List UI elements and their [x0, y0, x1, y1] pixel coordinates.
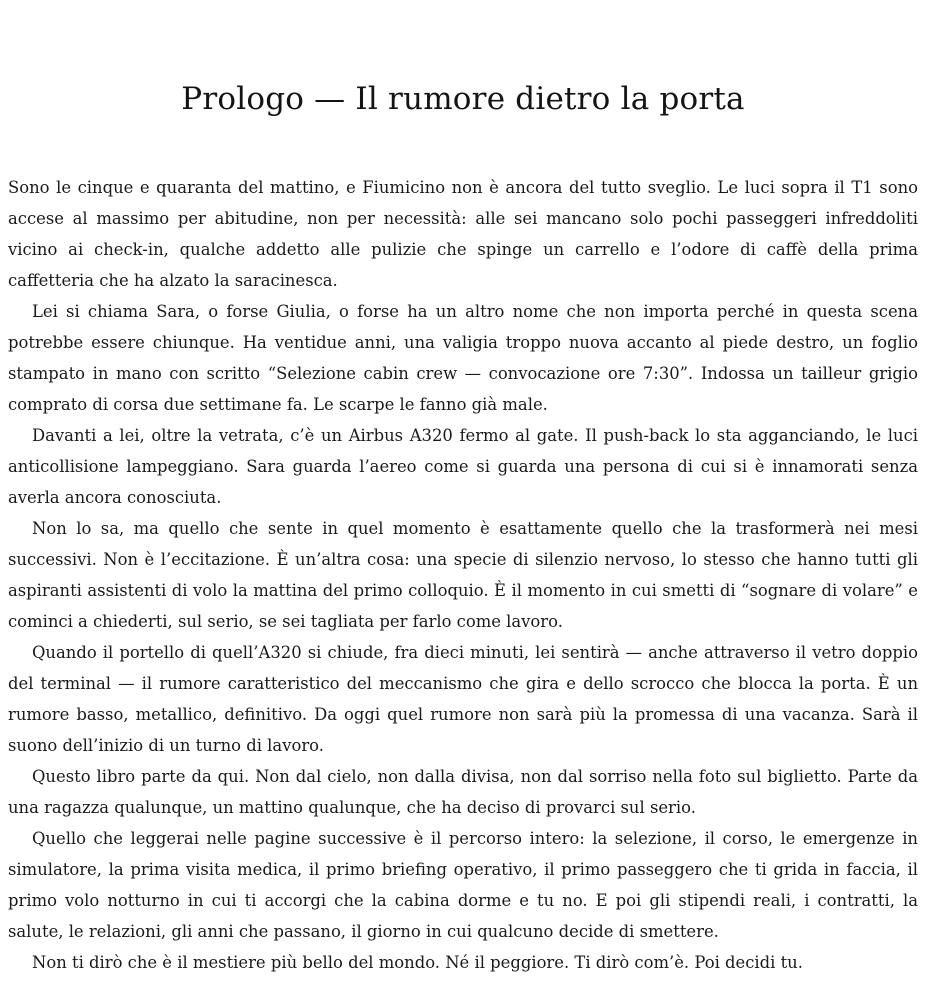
- paragraph: Sono le cinque e quaranta del mattino, e Fiumicino non è ancora del tutto sveglio. Le luci sopra il T1 sono accese al massimo per abitudine, non per necessità: alle sei mancano solo pochi passeggeri infreddoliti vicino ai check-in, qualche addetto alle pulizie che spinge un carrello e l’odore di caffè della prima caffetteria che ha alzato la saracinesca.: [8, 178, 918, 290]
- paragraph: Non ti dirò che è il mestiere più bello del mondo. Né il peggiore. Ti dirò com’è. Poi decidi tu.: [32, 953, 803, 972]
- document-page: [8, 0, 918, 978]
- paragraph: Lei si chiama Sara, o forse Giulia, o forse ha un altro nome che non importa perché in questa scena potrebbe essere chiunque. Ha ventidue anni, una valigia troppo nuova accanto al piede destro, un foglio stampato in mano con scritto “Selezione cabin crew — convocazione ore 7:30”. Indossa un tailleur grigio comprato di corsa due settimane fa. Le scarpe le fanno già male.: [8, 302, 918, 414]
- paragraph: Questo libro parte da qui. Non dal cielo, non dalla divisa, non dal sorriso nella foto sul biglietto. Parte da una ragazza qualunque, un mattino qualunque, che ha deciso di provarci sul serio.: [8, 767, 918, 817]
- chapter-body: [8, 172, 918, 978]
- paragraph: Quello che leggerai nelle pagine successive è il percorso intero: la selezione, il corso, le emergenze in simulatore, la prima visita medica, il primo briefing operativo, il primo passeggero che ti grida in faccia, il primo volo notturno in cui ti accorgi che la cabina dorme e tu no. E poi gli stipendi reali, i contratti, la salute, le relazioni, gli anni che passano, il giorno in cui qualcuno decide di smettere.: [8, 829, 918, 941]
- paragraph: Non lo sa, ma quello che sente in quel momento è esattamente quello che la trasformerà nei mesi successivi. Non è l’eccitazione. È un’altra cosa: una specie di silenzio nervoso, lo stesso che hanno tutti gli aspiranti assistenti di volo la mattina del primo colloquio. È il momento in cui smetti di “sognare di volare” e cominci a chiederti, sul serio, se sei tagliata per farlo come lavoro.: [8, 519, 918, 631]
- paragraph: Quando il portello di quell’A320 si chiude, fra dieci minuti, lei sentirà — anche attraverso il vetro doppio del terminal — il rumore caratteristico del meccanismo che gira e dello scrocco che blocca la porta. È un rumore basso, metallico, definitivo. Da oggi quel rumore non sarà più la promessa di una vacanza. Sarà il suono dell’inizio di un turno di lavoro.: [8, 643, 918, 755]
- paragraph: Davanti a lei, oltre la vetrata, c’è un Airbus A320 fermo al gate. Il push-back lo sta agganciando, le luci anticollisione lampeggiano. Sara guarda l’aereo come si guarda una persona di cui si è innamorati senza averla ancora conosciuta.: [8, 426, 918, 507]
- chapter-title: Prologo — Il rumore dietro la porta: [181, 81, 745, 117]
